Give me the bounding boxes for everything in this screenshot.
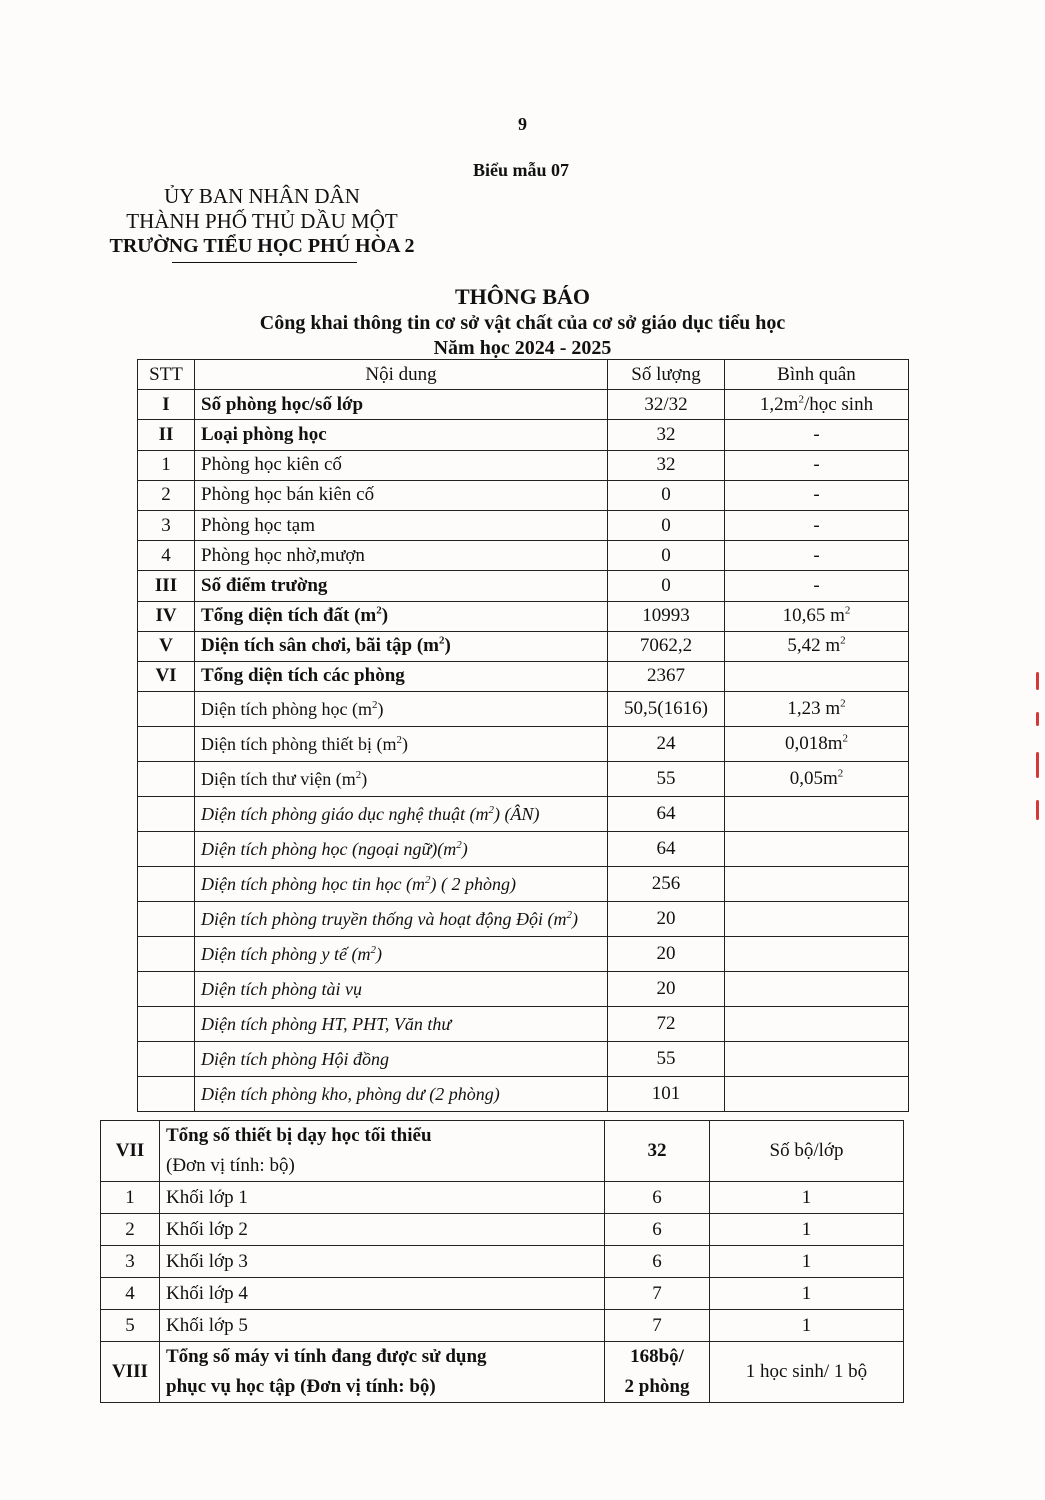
cell-stt	[138, 1077, 195, 1112]
cell-stt: 3	[101, 1246, 160, 1278]
cell-stt: VI	[138, 661, 195, 691]
cell-average	[725, 1042, 909, 1077]
cell-stt	[138, 762, 195, 797]
cell-content: Diện tích thư viện $(m^2)$	[195, 762, 608, 797]
cell-average: -	[725, 510, 909, 540]
cell-quantity: 32	[605, 1121, 710, 1182]
cell-quantity: 0	[608, 541, 725, 571]
cell-quantity: 32	[608, 420, 725, 450]
table-row	[101, 1214, 904, 1246]
table-row	[101, 1121, 904, 1182]
cell-quantity: 50,5(1616)	[608, 692, 725, 727]
header-underline	[172, 262, 357, 263]
cell-content: Khối lớp 5	[160, 1310, 605, 1342]
table-row	[138, 797, 909, 832]
cell-content: Khối lớp 1	[160, 1182, 605, 1214]
cell-stt: 5	[101, 1310, 160, 1342]
table-row	[138, 762, 909, 797]
cell-content: Tổng diện tích các phòng	[195, 661, 608, 691]
equipment-table	[100, 1120, 904, 1403]
cell-content: Phòng học bán kiên cố	[195, 480, 608, 510]
document-title	[0, 284, 1045, 360]
cell-content: Phòng học kiên cố	[195, 450, 608, 480]
cell-quantity: 101	[608, 1077, 725, 1112]
cell-stt: 2	[138, 480, 195, 510]
cell-quantity: 20	[608, 902, 725, 937]
table-row	[101, 1182, 904, 1214]
cell-stt: V	[138, 631, 195, 661]
cell-average	[725, 661, 909, 691]
cell-stt	[138, 867, 195, 902]
cell-content: Số phòng học/số lớp	[195, 390, 608, 420]
column-header-qty: Số lượng	[608, 360, 725, 390]
cell-average	[725, 1077, 909, 1112]
table-row	[138, 480, 909, 510]
cell-quantity: 32/32	[608, 390, 725, 420]
table-row	[138, 601, 909, 631]
cell-quantity: 55	[608, 1042, 725, 1077]
cell-stt: 4	[138, 541, 195, 571]
table-row	[101, 1278, 904, 1310]
page-number: 9	[518, 114, 527, 134]
title-main: THÔNG BÁO	[454, 284, 591, 309]
issuer-line-2: THÀNH PHỐ THỦ DẦU MỘT	[126, 209, 398, 233]
cell-content: Tổng số máy vi tính đang được sử dụng phục vụ học tập (Đơn vị tính: bộ)	[160, 1342, 605, 1403]
table-row	[138, 541, 909, 571]
cell-content: Diện tích phòng kho, phòng dư (2 phòng)	[195, 1077, 608, 1112]
cell-content: Khối lớp 3	[160, 1246, 605, 1278]
table-row	[138, 390, 909, 420]
cell-average: Số bộ/lớp	[710, 1121, 904, 1182]
cell-stt	[138, 1007, 195, 1042]
table-row	[138, 510, 909, 540]
cell-stt: VII	[101, 1121, 160, 1182]
cell-quantity: 168bộ/ 2 phòng	[605, 1342, 710, 1403]
cell-stt	[138, 832, 195, 867]
cell-content: Loại phòng học	[195, 420, 608, 450]
cell-average: -	[725, 541, 909, 571]
cell-average: -	[725, 420, 909, 450]
facilities-table	[137, 359, 909, 1112]
column-header-stt: STT	[138, 360, 195, 390]
cell-average: 1,23 $m^2$	[725, 692, 909, 727]
table-row	[138, 420, 909, 450]
cell-average: $0,05m^2$	[725, 762, 909, 797]
table-row	[138, 450, 909, 480]
cell-content: Diện tích sân chơi, bãi tập $(m^2)$	[195, 631, 608, 661]
cell-average	[725, 902, 909, 937]
cell-quantity: 64	[608, 797, 725, 832]
cell-quantity: 0	[608, 510, 725, 540]
cell-average	[725, 797, 909, 832]
column-header-avg: Bình quân	[725, 360, 909, 390]
table-row	[138, 1042, 909, 1077]
table-row	[138, 937, 909, 972]
issuer-line-1: ỦY BAN NHÂN DÂN	[164, 184, 360, 208]
cell-quantity: 72	[608, 1007, 725, 1042]
cell-average	[725, 972, 909, 1007]
cell-content: Khối lớp 4	[160, 1278, 605, 1310]
cell-average: -	[725, 571, 909, 601]
issuer-header	[82, 184, 442, 259]
table-row	[138, 571, 909, 601]
cell-stt	[138, 937, 195, 972]
cell-stt: VIII	[101, 1342, 160, 1403]
cell-content: Diện tích phòng giáo dục nghệ thuật $(m^2)$ (ÂN)	[195, 797, 608, 832]
table-row	[138, 661, 909, 691]
cell-quantity: 0	[608, 571, 725, 601]
cell-stt	[138, 972, 195, 1007]
cell-content: Diện tích phòng HT, PHT, Văn thư	[195, 1007, 608, 1042]
school-name: TRƯỜNG TIỂU HỌC PHÚ HÒA 2	[109, 235, 415, 257]
table-row	[138, 1007, 909, 1042]
cell-content: Diện tích phòng Hội đồng	[195, 1042, 608, 1077]
cell-quantity: 256	[608, 867, 725, 902]
cell-average: 1 học sinh/ 1 bộ	[710, 1342, 904, 1403]
cell-stt	[138, 692, 195, 727]
cell-content: Diện tích phòng học tin học $(m^2)$ ( 2 phòng)	[195, 867, 608, 902]
cell-stt: 4	[101, 1278, 160, 1310]
cell-average: $1,2m^2$/học sinh	[725, 390, 909, 420]
cell-average: 1	[710, 1182, 904, 1214]
table-row	[138, 972, 909, 1007]
cell-average	[725, 937, 909, 972]
table-row	[138, 692, 909, 727]
margin-mark	[1036, 800, 1039, 820]
cell-quantity: 32	[608, 450, 725, 480]
cell-quantity: 24	[608, 727, 725, 762]
table-row	[138, 867, 909, 902]
cell-quantity: 7	[605, 1278, 710, 1310]
cell-stt	[138, 727, 195, 762]
cell-content: Tổng diện tích đất $(m^2)$	[195, 601, 608, 631]
cell-stt: I	[138, 390, 195, 420]
cell-quantity: 20	[608, 972, 725, 1007]
cell-quantity: 2367	[608, 661, 725, 691]
cell-content: Diện tích phòng truyền thống và hoạt động Đội $(m^2)$	[195, 902, 608, 937]
margin-mark	[1036, 672, 1039, 690]
cell-average: 1	[710, 1310, 904, 1342]
cell-content: Diện tích phòng học $(m^2)$	[195, 692, 608, 727]
cell-content: Số điểm trường	[195, 571, 608, 601]
cell-quantity: 64	[608, 832, 725, 867]
form-label: Biểu mẫu 07	[473, 160, 570, 180]
table-row	[138, 1077, 909, 1112]
margin-mark	[1036, 712, 1039, 726]
cell-content: Diện tích phòng tài vụ	[195, 972, 608, 1007]
cell-content: Phòng học tạm	[195, 510, 608, 540]
cell-average: 5,42 $m^2$	[725, 631, 909, 661]
cell-average: 10,65 $m^2$	[725, 601, 909, 631]
cell-quantity: 20	[608, 937, 725, 972]
table-header-row	[138, 360, 909, 390]
cell-content: Khối lớp 2	[160, 1214, 605, 1246]
cell-content: Tổng số thiết bị dạy học tối thiểu (Đơn vị tính: bộ)	[160, 1121, 605, 1182]
cell-stt	[138, 1042, 195, 1077]
cell-average	[725, 1007, 909, 1042]
table-row	[138, 727, 909, 762]
cell-content: Diện tích phòng thiết bị $(m^2)$	[195, 727, 608, 762]
cell-quantity: 6	[605, 1246, 710, 1278]
table-row	[138, 631, 909, 661]
cell-stt: 1	[101, 1182, 160, 1214]
cell-stt	[138, 902, 195, 937]
cell-quantity: 55	[608, 762, 725, 797]
title-sub: Công khai thông tin cơ sở vật chất của cơ sở giáo dục tiểu học	[259, 312, 786, 334]
cell-stt: 2	[101, 1214, 160, 1246]
cell-quantity: 10993	[608, 601, 725, 631]
table-row	[138, 902, 909, 937]
cell-quantity: 7062,2	[608, 631, 725, 661]
cell-average: 1	[710, 1214, 904, 1246]
cell-stt	[138, 797, 195, 832]
table-row	[101, 1310, 904, 1342]
cell-average	[725, 867, 909, 902]
cell-stt: 1	[138, 450, 195, 480]
cell-quantity: 0	[608, 480, 725, 510]
cell-average: 1	[710, 1246, 904, 1278]
margin-mark	[1036, 752, 1039, 778]
table-row	[101, 1246, 904, 1278]
cell-average: -	[725, 480, 909, 510]
cell-content: Phòng học nhờ,mượn	[195, 541, 608, 571]
cell-quantity: 7	[605, 1310, 710, 1342]
cell-quantity: 6	[605, 1182, 710, 1214]
cell-average: $0,018m^2$	[725, 727, 909, 762]
cell-stt: IV	[138, 601, 195, 631]
cell-average: 1	[710, 1278, 904, 1310]
cell-content: Diện tích phòng y tế $(m^2)$	[195, 937, 608, 972]
table-row	[138, 832, 909, 867]
cell-stt: III	[138, 571, 195, 601]
cell-stt: 3	[138, 510, 195, 540]
column-header-content: Nội dung	[195, 360, 608, 390]
title-year: Năm học 2024 - 2025	[433, 337, 612, 359]
cell-stt: II	[138, 420, 195, 450]
cell-average: -	[725, 450, 909, 480]
table-row	[101, 1342, 904, 1403]
cell-quantity: 6	[605, 1214, 710, 1246]
cell-content: Diện tích phòng học (ngoại $ngữ)(m^2)$	[195, 832, 608, 867]
cell-average	[725, 832, 909, 867]
